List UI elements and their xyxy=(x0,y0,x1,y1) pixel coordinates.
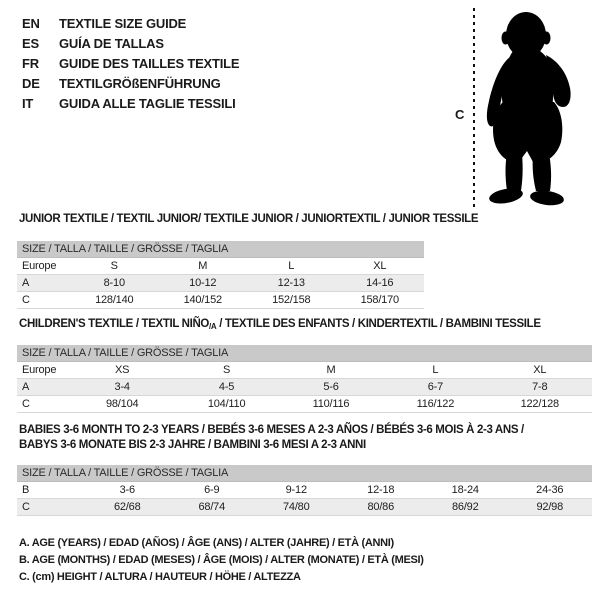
babies-title-line2: BABYS 3-6 MONATE BIS 2-3 JAHRE / BAMBINI 3-6 MESI A 2-3 ANNI xyxy=(19,439,366,451)
table-cell: 98/104 xyxy=(70,396,174,413)
table-cell: A xyxy=(17,379,70,396)
table-row xyxy=(17,258,424,275)
size-header-bar xyxy=(17,465,592,482)
table-cell: 12-13 xyxy=(247,275,336,292)
language-label: TEXTILGRÖßENFÜHRUNG xyxy=(59,75,221,91)
table-cell: 10-12 xyxy=(159,275,248,292)
size-header-label: SIZE / TALLA / TAILLE / GRÖSSE / TAGLIA xyxy=(17,241,424,258)
table-cell: 80/86 xyxy=(339,499,424,516)
table-row xyxy=(17,396,592,413)
size-header-bar xyxy=(17,345,592,362)
table-cell: 110/116 xyxy=(279,396,383,413)
language-code: DE xyxy=(22,75,40,91)
table-cell: M xyxy=(159,258,248,275)
table-cell: 158/170 xyxy=(336,292,425,309)
table-cell: 7-8 xyxy=(488,379,592,396)
babies-section-title xyxy=(19,423,524,453)
table-cell: 86/92 xyxy=(423,499,508,516)
table-cell: L xyxy=(247,258,336,275)
children-title-subscript: /A xyxy=(209,322,217,331)
table-cell: 140/152 xyxy=(159,292,248,309)
language-row xyxy=(22,33,239,53)
table-cell: 128/140 xyxy=(70,292,159,309)
table-cell: 6-9 xyxy=(170,482,255,499)
table-cell: L xyxy=(383,362,487,379)
children-title-text: / TEXTILE DES ENFANTS / KINDERTEXTIL / BAMBINI TESSILE xyxy=(216,318,541,330)
table-cell: 74/80 xyxy=(254,499,339,516)
table-cell: 14-16 xyxy=(336,275,425,292)
junior-size-table xyxy=(17,241,424,309)
table-row xyxy=(17,379,592,396)
language-label: GUÍA DE TALLAS xyxy=(59,35,164,51)
table-row xyxy=(17,362,592,379)
table-cell: XL xyxy=(488,362,592,379)
language-label: GUIDA ALLE TAGLIE TESSILI xyxy=(59,95,236,111)
table-cell: 3-4 xyxy=(70,379,174,396)
babies-size-table xyxy=(17,465,592,516)
size-header-bar xyxy=(17,241,424,258)
table-cell: XS xyxy=(70,362,174,379)
table-cell: 24-36 xyxy=(508,482,593,499)
table-row xyxy=(17,292,424,309)
table-cell: 62/68 xyxy=(85,499,170,516)
table-row xyxy=(17,499,592,516)
language-label: TEXTILE SIZE GUIDE xyxy=(59,15,187,31)
table-cell: 3-6 xyxy=(85,482,170,499)
language-code: ES xyxy=(22,35,39,51)
table-cell: 116/122 xyxy=(383,396,487,413)
table-cell: C xyxy=(17,292,70,309)
language-row xyxy=(22,13,239,33)
table-cell: 92/98 xyxy=(508,499,593,516)
language-row xyxy=(22,73,239,93)
height-measure-label: C xyxy=(455,107,465,122)
language-code: FR xyxy=(22,55,39,71)
table-cell: M xyxy=(279,362,383,379)
legend-notes xyxy=(19,535,424,586)
table-cell: C xyxy=(17,396,70,413)
children-size-table xyxy=(17,345,592,413)
table-cell: S xyxy=(70,258,159,275)
table-cell: B xyxy=(17,482,85,499)
note-a: A. AGE (YEARS) / EDAD (AÑOS) / ÂGE (ANS) / ALTER (JAHRE) / ETÀ (ANNI) xyxy=(19,537,394,549)
table-cell: S xyxy=(174,362,278,379)
language-code: EN xyxy=(22,15,40,31)
table-cell: 9-12 xyxy=(254,482,339,499)
table-cell: 68/74 xyxy=(170,499,255,516)
table-row xyxy=(17,482,592,499)
language-row xyxy=(22,53,239,73)
table-cell: 6-7 xyxy=(383,379,487,396)
table-cell: 5-6 xyxy=(279,379,383,396)
table-cell: Europe xyxy=(17,258,70,275)
note-b: B. AGE (MONTHS) / EDAD (MESES) / ÂGE (MOIS) / ALTER (MONATE) / ETÀ (MESI) xyxy=(19,554,424,566)
language-code: IT xyxy=(22,95,34,111)
height-measure-line xyxy=(473,8,475,207)
table-cell: 4-5 xyxy=(174,379,278,396)
note-c: C. (cm) HEIGHT / ALTURA / HAUTEUR / HÖHE / ALTEZZA xyxy=(19,571,301,583)
baby-silhouette-icon xyxy=(480,5,580,211)
language-label: GUIDE DES TAILLES TEXTILE xyxy=(59,55,240,71)
table-cell: 18-24 xyxy=(423,482,508,499)
table-cell: C xyxy=(17,499,85,516)
babies-title-line1: BABIES 3-6 MONTH TO 2-3 YEARS / BEBÉS 3-6 MESES A 2-3 AÑOS / BÉBÉS 3-6 MOIS À 2-3 ANS / xyxy=(19,424,524,436)
size-header-label: SIZE / TALLA / TAILLE / GRÖSSE / TAGLIA xyxy=(17,465,592,482)
table-cell: A xyxy=(17,275,70,292)
table-cell: 104/110 xyxy=(174,396,278,413)
children-section-title xyxy=(19,317,541,334)
table-cell: 122/128 xyxy=(488,396,592,413)
table-row xyxy=(17,275,424,292)
size-header-label: SIZE / TALLA / TAILLE / GRÖSSE / TAGLIA xyxy=(17,345,592,362)
table-cell: XL xyxy=(336,258,425,275)
table-cell: 8-10 xyxy=(70,275,159,292)
table-cell: Europe xyxy=(17,362,70,379)
language-list xyxy=(22,13,239,113)
language-row xyxy=(22,93,239,113)
table-cell: 12-18 xyxy=(339,482,424,499)
table-cell: 152/158 xyxy=(247,292,336,309)
junior-section-title: JUNIOR TEXTILE / TEXTIL JUNIOR/ TEXTILE JUNIOR / JUNIORTEXTIL / JUNIOR TESSILE xyxy=(19,213,479,225)
children-title-text: CHILDREN'S TEXTILE / TEXTIL NIÑO xyxy=(19,318,210,330)
